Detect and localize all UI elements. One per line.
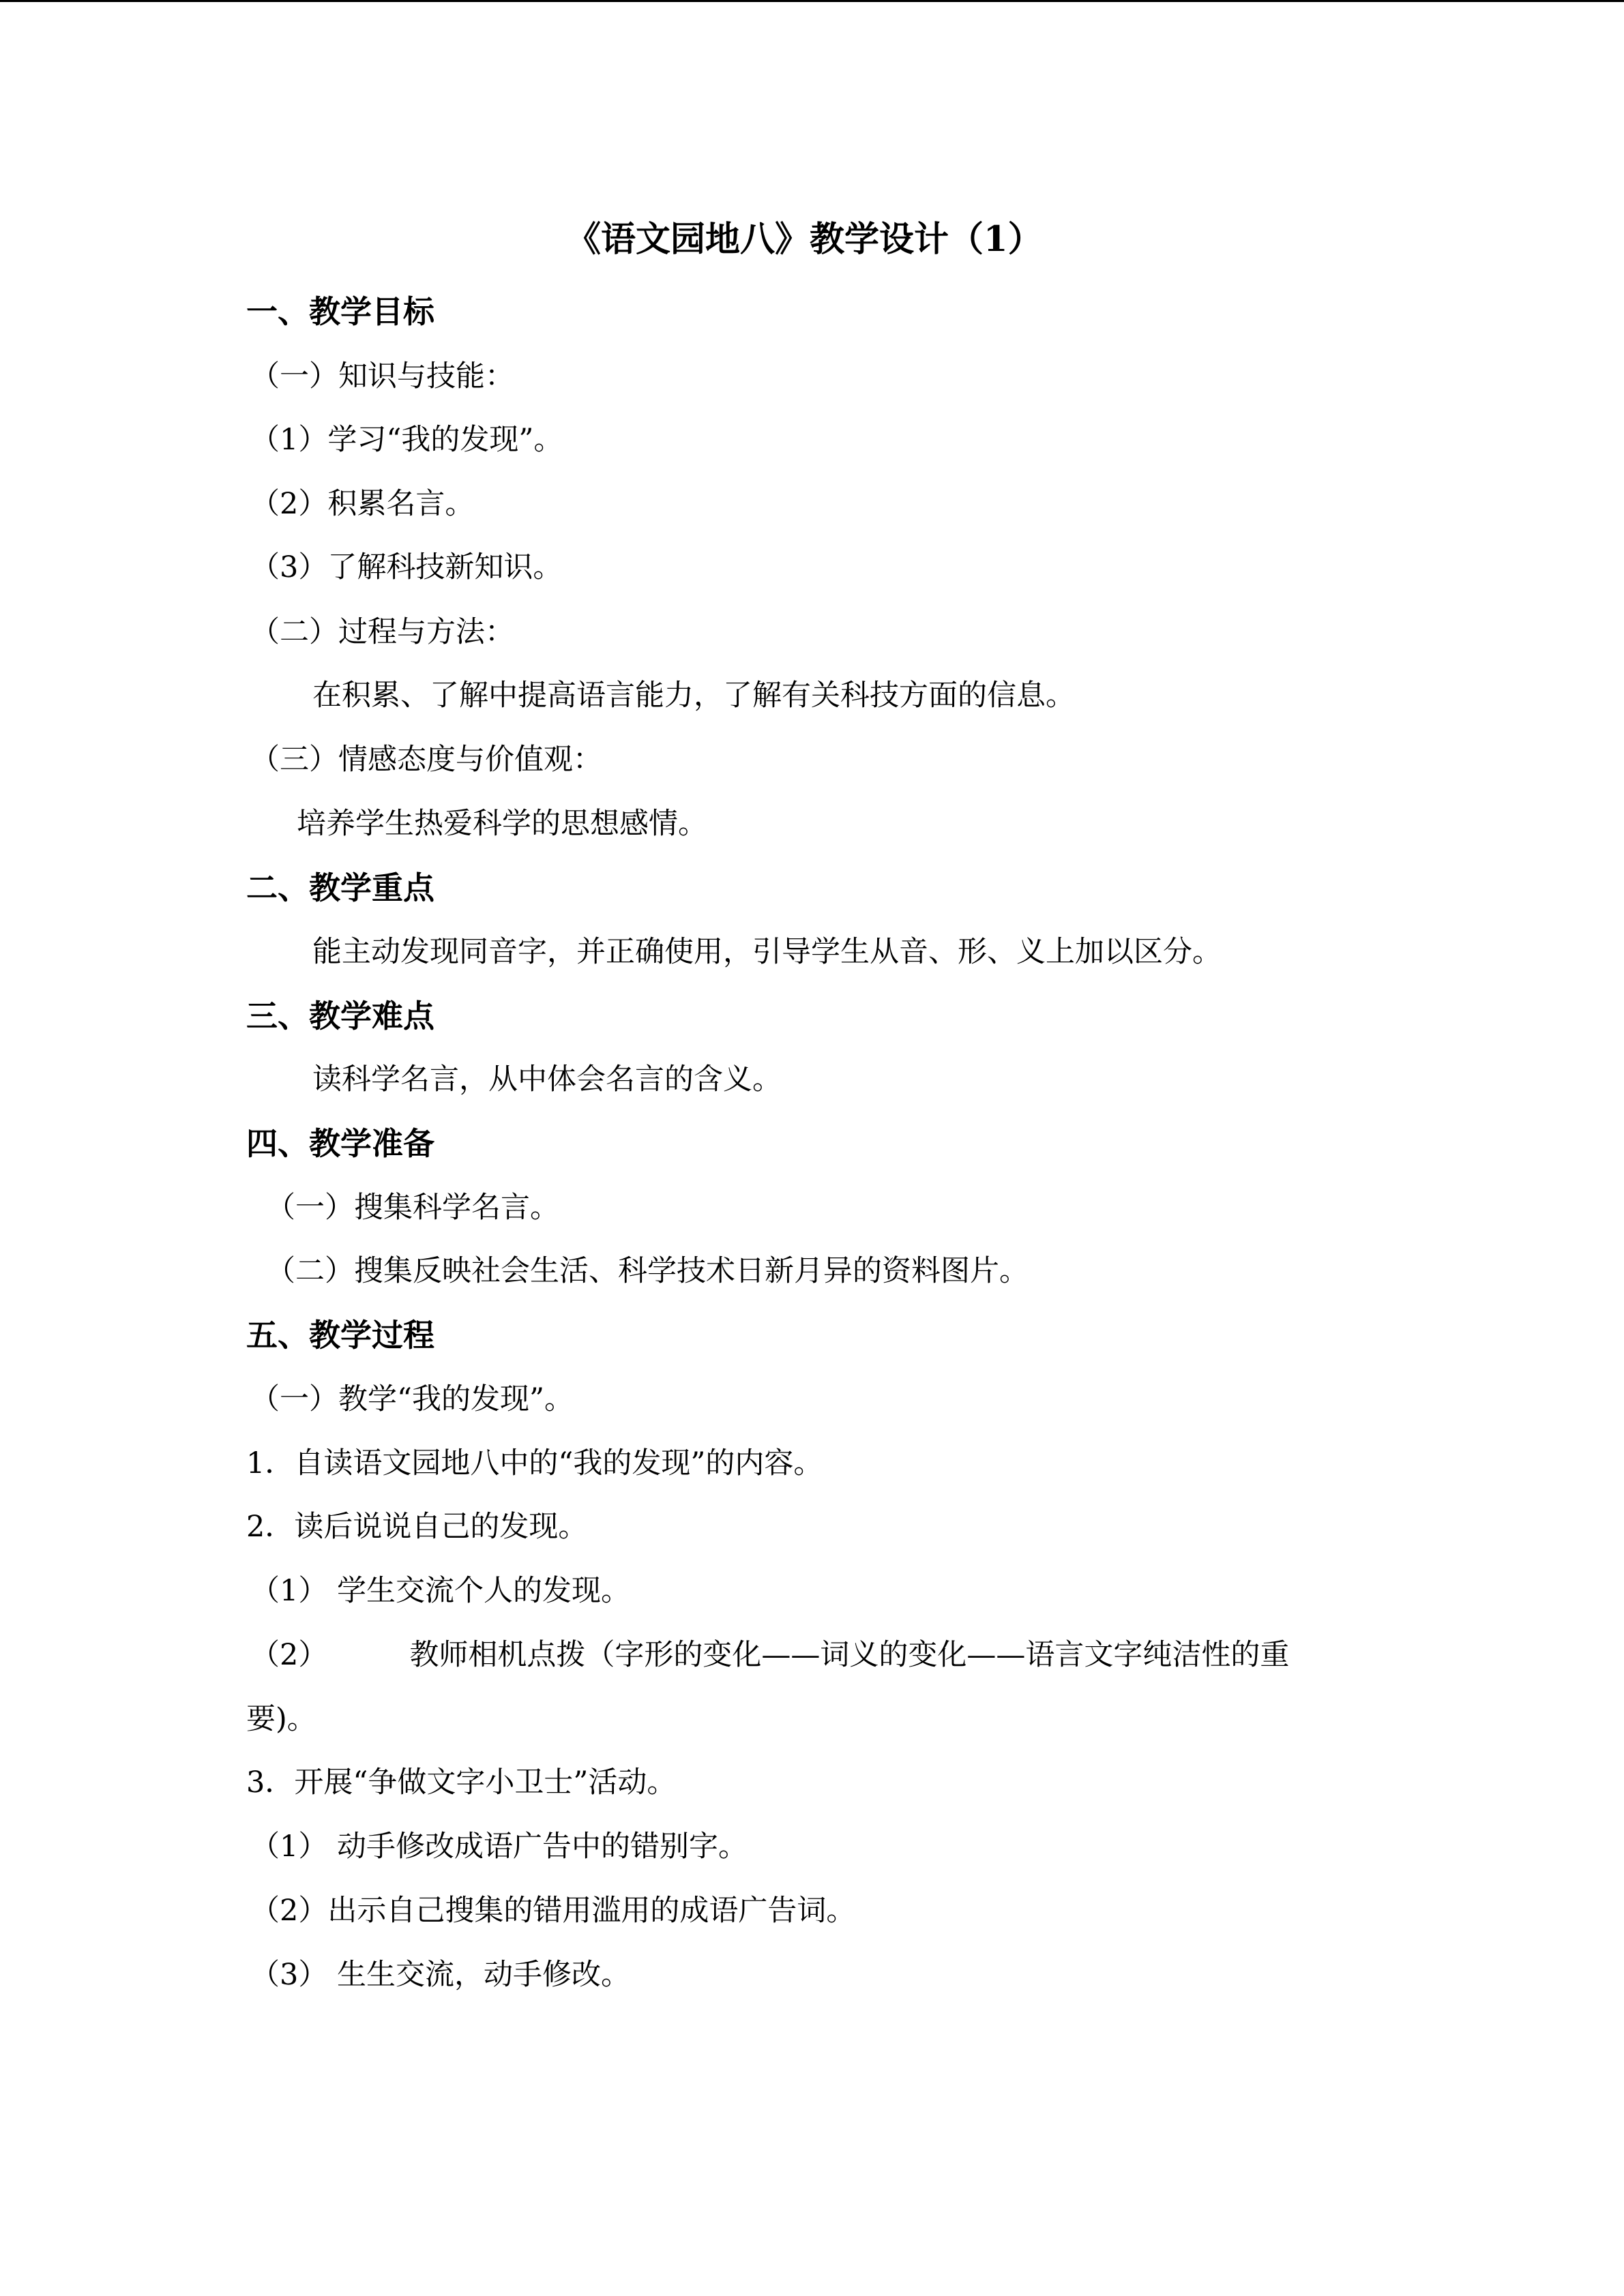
item-text: 教师相机点拨（字形的变化——词义的变化——语言文字纯洁性的重: [409, 1638, 1290, 1672]
preparation-item-2: （二）搜集反映社会生活、科学技术日新月异的资料图片。: [266, 1254, 1029, 1288]
key-points-text: 能主动发现同音字，并正确使用，引导学生从音、形、义上加以区分。: [312, 935, 1222, 969]
objective-item-1: （1）学习“我的发现”。: [250, 423, 563, 457]
process-step-2-item-2: [250, 1635, 1289, 1675]
document-title: 《语文园地八》教学设计（1）: [566, 219, 1043, 260]
process-step-3-item-3: （3） 生生交流，动手修改。: [250, 1958, 631, 1992]
preparation-item-1: （一）搜集科学名言。: [266, 1191, 559, 1225]
process-subsection-discovery: （一）教学“我的发现”。: [250, 1382, 574, 1416]
subsection-process-methods: （二）过程与方法：: [250, 615, 514, 649]
process-step-2-item-2-continued: 要)。: [246, 1702, 316, 1736]
section-heading-objectives: 一、教学目标: [246, 293, 434, 330]
subsection-knowledge-skills: （一）知识与技能：: [250, 359, 514, 393]
attitudes-values-text: 培养学生热爱科学的思想感情。: [297, 807, 707, 841]
process-step-2: 2．读后说说自己的发现。: [246, 1510, 588, 1544]
process-step-1: 1．自读语文园地八中的“我的发现”的内容。: [246, 1446, 823, 1480]
process-methods-text: 在积累、了解中提高语言能力，了解有关科技方面的信息。: [312, 679, 1075, 713]
objective-item-3: （3）了解科技新知识。: [250, 550, 563, 584]
section-heading-process: 五、教学过程: [246, 1317, 434, 1354]
difficulties-text: 读科学名言，从中体会名言的含义。: [312, 1062, 782, 1097]
subsection-attitudes-values: （三）情感态度与价值观：: [250, 743, 602, 777]
item-number: （2）: [250, 1638, 328, 1672]
section-heading-key-points: 二、教学重点: [246, 869, 434, 906]
page-top-border: [0, 0, 1624, 2]
process-step-3: 3．开展“争做文字小卫士”活动。: [246, 1765, 677, 1800]
objective-item-2: （2）积累名言。: [250, 487, 475, 521]
process-step-3-item-1: （1） 动手修改成语广告中的错别字。: [250, 1830, 748, 1864]
process-step-2-item-1: （1） 学生交流个人的发现。: [250, 1574, 631, 1608]
section-heading-difficulties: 三、教学难点: [246, 998, 434, 1034]
section-heading-preparation: 四、教学准备: [246, 1125, 434, 1162]
process-step-3-item-2: （2）出示自己搜集的错用滥用的成语广告词。: [250, 1894, 856, 1928]
